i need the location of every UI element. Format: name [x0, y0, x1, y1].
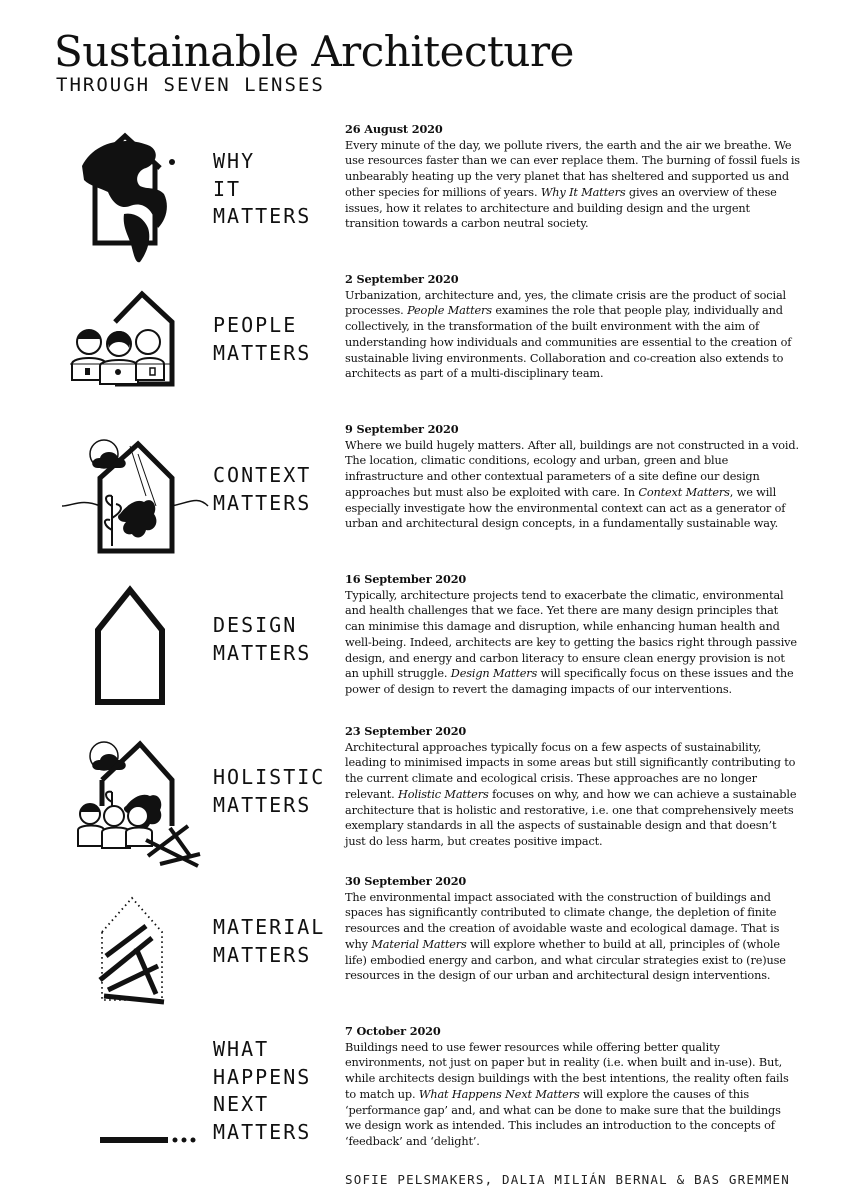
context-house-icon	[60, 436, 210, 576]
lens-description	[345, 1024, 800, 1150]
lens-title-italic: Context Matters	[638, 485, 730, 499]
lens-date: 2 September 2020	[345, 272, 459, 286]
globe-house-icon	[60, 128, 210, 268]
lens-date: 30 September 2020	[345, 874, 467, 888]
page-subtitle: THROUGH SEVEN LENSES	[56, 74, 325, 96]
house-outline-icon	[60, 584, 210, 724]
lens-title-italic: Design Matters	[450, 667, 538, 681]
lens-text: Where we build hugely matters. After all, buildings are not constructed in a void. The location, climatic conditions, ecology and urban, green and blue infrastructure and other contextual parameters of a site define our design approaches but must also be exploited with care. In	[345, 438, 799, 499]
materials-house-icon	[60, 888, 210, 1028]
progress-line-icon	[60, 1036, 210, 1176]
lens-title-italic: What Happens Next Matters	[418, 1087, 580, 1101]
lens-text: gives an overview of these issues, how it relates to architecture and building design and the urgent transition towards a carbon neutral society.	[345, 185, 777, 231]
lens-description	[345, 122, 800, 232]
lens-description	[345, 422, 800, 532]
lens-text: will explore whether to build at all, principles of (whole life) embodied energy and carbon, and what circular strategies exist to (re)use resources in the design of our urban and architectural design interventions.	[345, 937, 786, 983]
lens-text: Typically, architecture projects tend to exacerbate the climatic, environmental and health challenges that we face. Yet there are many design principles that can minimise this damage and disruption, while enhancing human health and well-being. Indeed, architects are key to getting the basics right through passive design, and energy and carbon literacy to ensure clean energy provision is not an uphill struggle.	[345, 588, 797, 681]
lens-title-italic: Holistic Matters	[398, 787, 489, 801]
lens-title-italic: People Matters	[407, 304, 492, 318]
lens-title-italic: Why It Matters	[540, 185, 626, 199]
lens-text: will specifically focus on these issues and the power of design to revert the damaging impacts of our interventions.	[345, 667, 794, 696]
lens-title: HOLISTIC MATTERS	[213, 765, 326, 817]
lens-text: focuses on why, and how we can achieve a sustainable architecture that is holistic and restorative, i.e. one that comprehensively meets exemplary standards in all the aspects of sustainable design and that doesn’t just do less harm, but creates positive impact.	[345, 787, 797, 848]
lens-text: Buildings need to use fewer resources while offering better quality environments, not just on paper but in reality (i.e. when built and in-use). But, while architects design buildings with the best intentions, the reality often fails to match up.	[345, 1040, 789, 1101]
holistic-house-icon	[60, 736, 210, 876]
lens-text: Urbanization, architecture and, yes, the climate crisis are the product of social processes.	[345, 288, 787, 318]
lens-text: examines the role that people play, individually and collectively, in the transformation of the built environment with the aim of understanding how individuals and communities are essential to the creation of sustainable living environments. Collaboration and co-creation also extends to architects as part of a multi-disciplinary team.	[345, 304, 792, 381]
lens-title: CONTEXT MATTERS	[213, 463, 312, 515]
lens-description	[345, 572, 800, 698]
authors-footer: SOFIE PELSMAKERS, DALIA MILIÁN BERNAL & BAS GREMMEN	[345, 1172, 791, 1187]
lens-date: 16 September 2020	[345, 572, 467, 586]
lens-date: 9 September 2020	[345, 422, 459, 436]
lens-title: WHY IT MATTERS	[213, 149, 312, 228]
lens-description	[345, 874, 800, 984]
lens-date: 26 August 2020	[345, 122, 443, 136]
lens-description	[345, 272, 800, 382]
lens-title: WHAT HAPPENS NEXT MATTERS	[213, 1037, 312, 1144]
page-title: Sustainable Architecture	[54, 27, 574, 76]
lens-title: MATERIAL MATTERS	[213, 915, 326, 967]
lens-description	[345, 724, 800, 850]
lens-title: DESIGN MATTERS	[213, 613, 312, 665]
lens-text: , we will especially investigate how the environmental context can act as a generator of urban and architectural design concepts, in a fundamentally sustainable way.	[345, 485, 786, 531]
lens-text: The environmental impact associated with the construction of buildings and spaces has significantly contributed to climate change, the depletion of finite resources and the creation of avoidable waste and ecological damage. That is why	[345, 890, 780, 951]
lens-date: 7 October 2020	[345, 1024, 441, 1038]
lens-text: will explore the causes of this ‘performance gap’ and, and what can be done to make sure that the buildings we design work as intended. This includes an introduction to the concepts of ‘feedback’ and ‘delight’.	[345, 1087, 781, 1148]
lens-title-italic: Material Matters	[371, 937, 467, 951]
lens-text: Every minute of the day, we pollute rivers, the earth and the air we breathe. We use resources faster than we can ever replace them. The burning of fossil fuels is unbearably heating up the very planet that has sheltered and supported us and other species for millions of years.	[345, 138, 800, 199]
lens-text: Architectural approaches typically focus on a few aspects of sustainability, leading to minimised impacts in some areas but still significantly contributing to the current climate and ecological crisis. These approaches are no longer relevant.	[345, 740, 796, 801]
people-house-icon	[60, 284, 210, 424]
lens-date: 23 September 2020	[345, 724, 467, 738]
lens-title: PEOPLE MATTERS	[213, 313, 312, 365]
